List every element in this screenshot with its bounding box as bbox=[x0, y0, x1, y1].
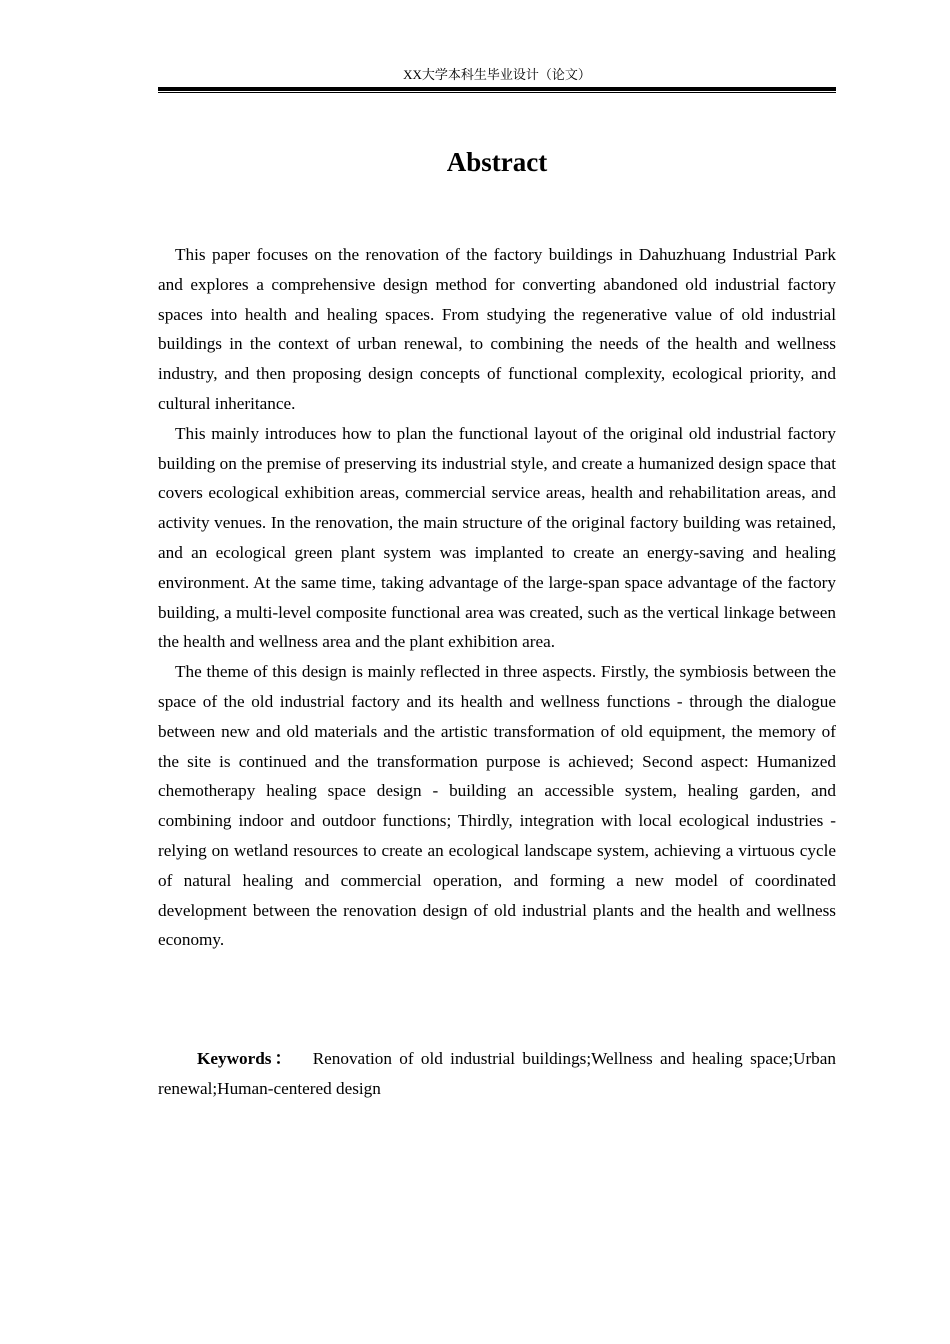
abstract-body bbox=[158, 240, 836, 955]
abstract-paragraph-1: This paper focuses on the renovation of the factory buildings in Dahuzhuang Industrial Park and explores a comprehensive design method for converting abandoned old industrial factory spaces into health and healing spaces. From studying the regenerative value of old industrial buildings in the context of urban renewal, to combining the needs of the health and wellness industry, and then proposing design concepts of functional complexity, ecological priority, and cultural inheritance. bbox=[158, 245, 836, 413]
abstract-paragraph-3: The theme of this design is mainly reflected in three aspects. Firstly, the symbiosis between the space of the old industrial factory and its health and wellness functions - through the dialogue between new and old materials and the artistic transformation of old equipment, the memory of the site is continued and the transformation purpose is achieved; Second aspect: Humanized chemotherapy healing space design - building an accessible system, healing garden, and combining indoor and outdoor functions; Thirdly, integration with local ecological industries - relying on wetland resources to create an ecological landscape system, achieving a virtuous cycle of natural healing and commercial operation, and forming a new model of coordinated development between the renovation design of old industrial plants and the health and wellness economy. bbox=[158, 662, 836, 950]
header-rule-thin bbox=[158, 92, 836, 93]
keywords-text: Renovation of old industrial buildings;Wellness and healing space;Urban renewal;Human-centered design bbox=[158, 1049, 836, 1098]
keywords-line bbox=[158, 1044, 836, 1104]
abstract-title: Abstract bbox=[446, 147, 548, 177]
header-rule-thick bbox=[158, 87, 836, 91]
keywords-label: Keywords： bbox=[197, 1049, 295, 1068]
abstract-paragraph-2: This mainly introduces how to plan the functional layout of the original old industrial factory building on the premise of preserving its industrial style, and create a humanized design space that covers ecological exhibition areas, commercial service areas, health and rehabilitation areas, and activity venues. In the renovation, the main structure of the original factory building was retained, and an ecological green plant system was implanted to create an energy-saving and healing environment. At the same time, taking advantage of the large-span space advantage of the factory building, a multi-level composite functional area was created, such as the vertical linkage between the health and wellness area and the plant exhibition area. bbox=[158, 423, 836, 652]
running-header: XX大学本科生毕业设计（论文） bbox=[403, 67, 591, 82]
